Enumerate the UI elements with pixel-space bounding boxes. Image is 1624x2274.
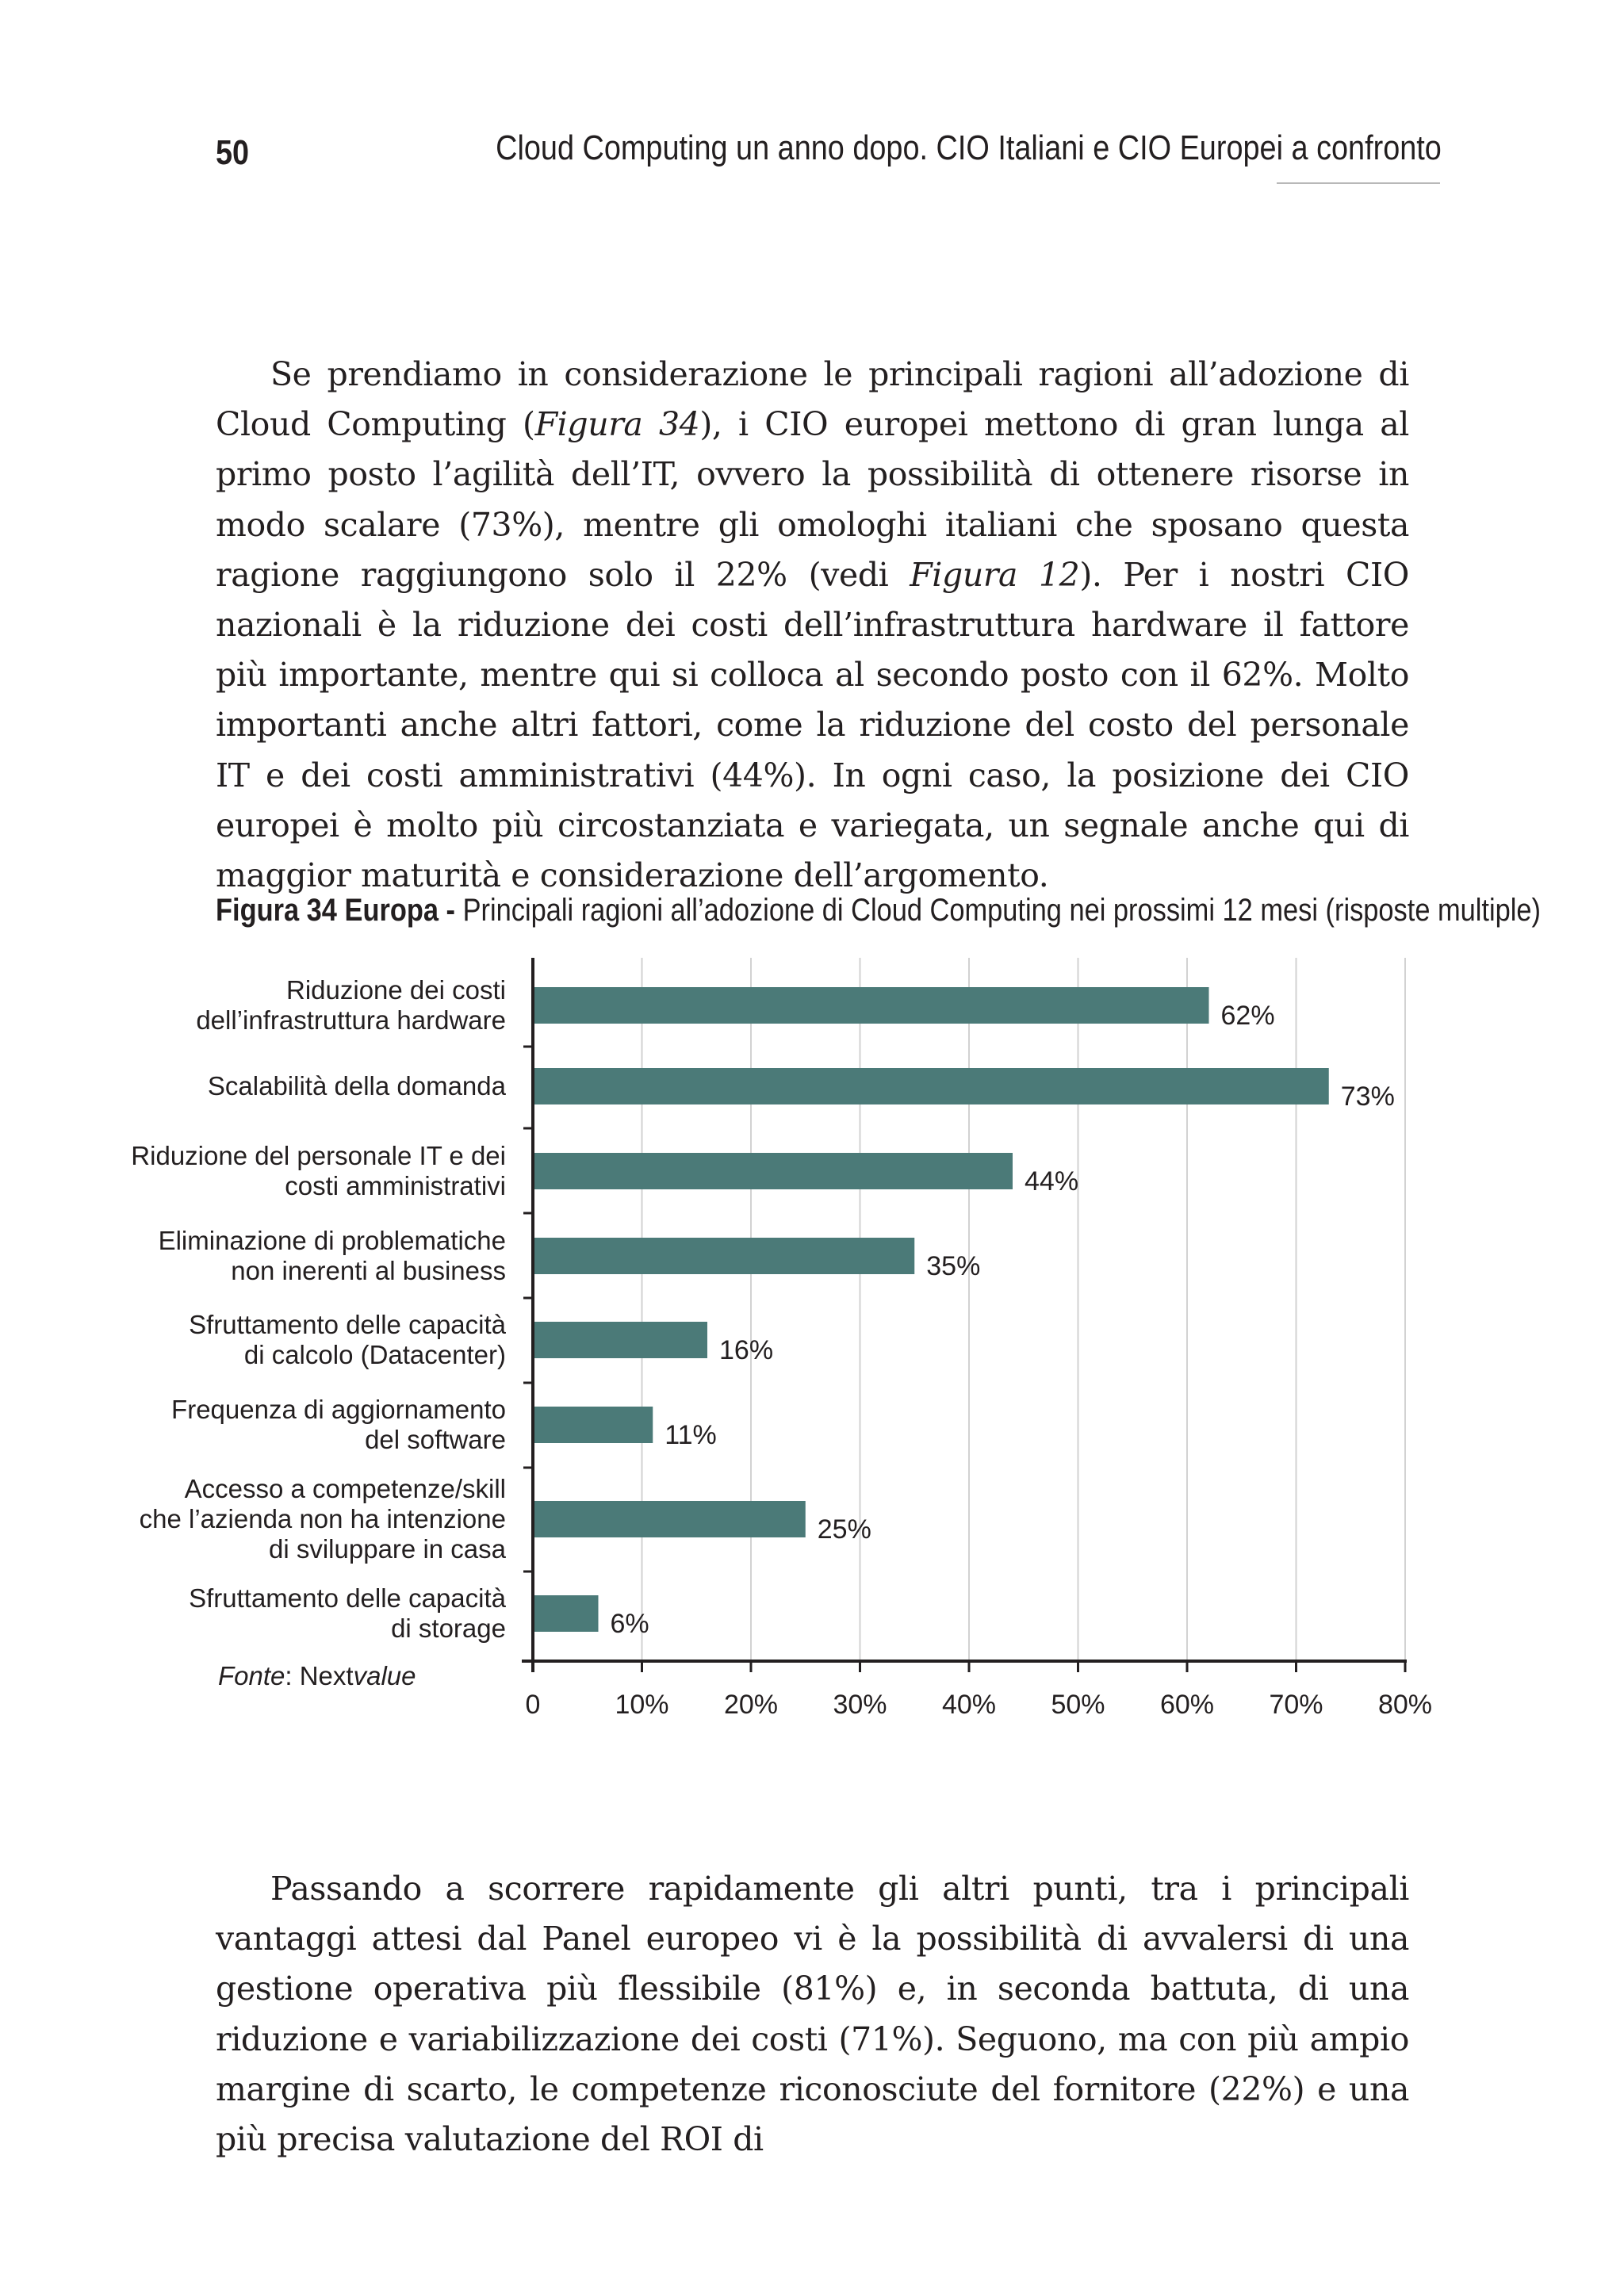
body-paragraph-2 [216, 1864, 1409, 2165]
category-label: non inerenti al business [231, 1256, 506, 1285]
category-label: di sviluppare in casa [269, 1534, 506, 1564]
x-tick-label: 60% [1159, 1690, 1215, 1720]
category-label: che l’azienda non ha intenzione [139, 1504, 506, 1533]
category-label: Scalabilità della domanda [207, 1071, 506, 1101]
running-title: Cloud Computing un anno dopo. CIO Italiani e CIO Europei a confronto [496, 128, 1442, 167]
source-label: Fonte [218, 1661, 285, 1690]
paragraph-text: ). Per i nostri CIO nazionali è la riduzione dei costi dell’infrastruttura hardware il fattore più importante, mentre qui si colloca al secondo posto con il 62%. Molto importanti anche altri fattori, come la riduzione del costo del personale IT e dei costi amministrativi (44%). In ogni caso, la posizione dei CIO europei è molto più circostanziata e variegata, un segnale anche qui di maggior maturità e considerazione dell’argomento. [216, 555, 1410, 895]
x-tick-label: 0 [525, 1690, 541, 1720]
category-label: Accesso a competenze/skill [184, 1474, 506, 1503]
category-label: Frequenza di aggiornamento [171, 1395, 506, 1424]
bar [533, 987, 1209, 1024]
bar [533, 1407, 653, 1443]
value-label: 16% [719, 1335, 774, 1365]
value-label: 11% [665, 1420, 717, 1450]
value-label: 73% [1340, 1081, 1395, 1112]
source-name: value [353, 1661, 416, 1690]
category-label: Sfruttamento delle capacità [189, 1310, 506, 1339]
bar [533, 1322, 707, 1358]
x-tick-label: 40% [941, 1690, 997, 1720]
figure-reference: Figura 12 [910, 555, 1080, 594]
category-label: di calcolo (Datacenter) [243, 1340, 506, 1369]
bar [533, 1068, 1329, 1104]
value-label: 35% [926, 1251, 981, 1281]
x-tick-label: 10% [615, 1690, 669, 1720]
figure-reference: Figura 34 [534, 405, 700, 444]
page-number: 50 [216, 133, 250, 172]
figure-caption-label: Figura 34 Europa - [216, 893, 463, 928]
bar [533, 1501, 806, 1537]
category-label: costi amministrativi [285, 1171, 506, 1200]
value-label: 44% [1025, 1166, 1079, 1196]
x-tick-label: 80% [1377, 1690, 1433, 1720]
category-label: dell’infrastruttura hardware [196, 1005, 506, 1035]
paragraph-text: Passando a scorrere rapidamente gli altri punti, tra i principali vantaggi attesi dal Panel europeo vi è la possibilità di avvalersi di una gestione operativa più flessibile (81%) e, in seconda battuta, di una riduzione e variabilizzazione dei costi (71%). Seguono, ma con più ampio margine di scarto, le competenze riconosciute del fornitore (22%) e una più precisa valutazione del ROI di [216, 1870, 1409, 2159]
figure-caption-text: Principali ragioni all’adozione di Cloud Computing nei prossimi 12 mesi (risposte multiple) [462, 893, 1542, 928]
category-label: Riduzione del personale IT e dei [131, 1141, 506, 1170]
source-sep: : Next [285, 1661, 354, 1690]
category-label: Eliminazione di problematiche [158, 1226, 506, 1255]
x-tick-label: 50% [1051, 1690, 1105, 1720]
category-label: di storage [391, 1614, 506, 1643]
bar [533, 1153, 1013, 1189]
figure-source [218, 1661, 416, 1691]
value-label: 25% [817, 1514, 871, 1545]
paragraph-text: ), i CIO europei mettono di gran lunga al primo posto l’agilità dell’IT, ovvero la possibilità di ottenere risorse in modo scalare (73%), mentre gli omologhi italiani che sposano questa ragione raggiungono solo il 22% (vedi [216, 405, 1409, 594]
value-label: 62% [1220, 1001, 1275, 1031]
bar [533, 1238, 914, 1274]
x-tick-label: 30% [833, 1690, 887, 1720]
bar [533, 1595, 599, 1632]
category-label: Riduzione dei costi [286, 975, 506, 1005]
paragraph-text: Se prendiamo in considerazione le principali ragioni all’adozione di Cloud Computing ( [216, 355, 1409, 444]
category-label: Sfruttamento delle capacità [189, 1583, 506, 1613]
x-tick-label: 20% [723, 1690, 779, 1720]
x-tick-label: 70% [1269, 1690, 1323, 1720]
value-label: 6% [610, 1609, 649, 1639]
category-label: del software [365, 1425, 506, 1454]
